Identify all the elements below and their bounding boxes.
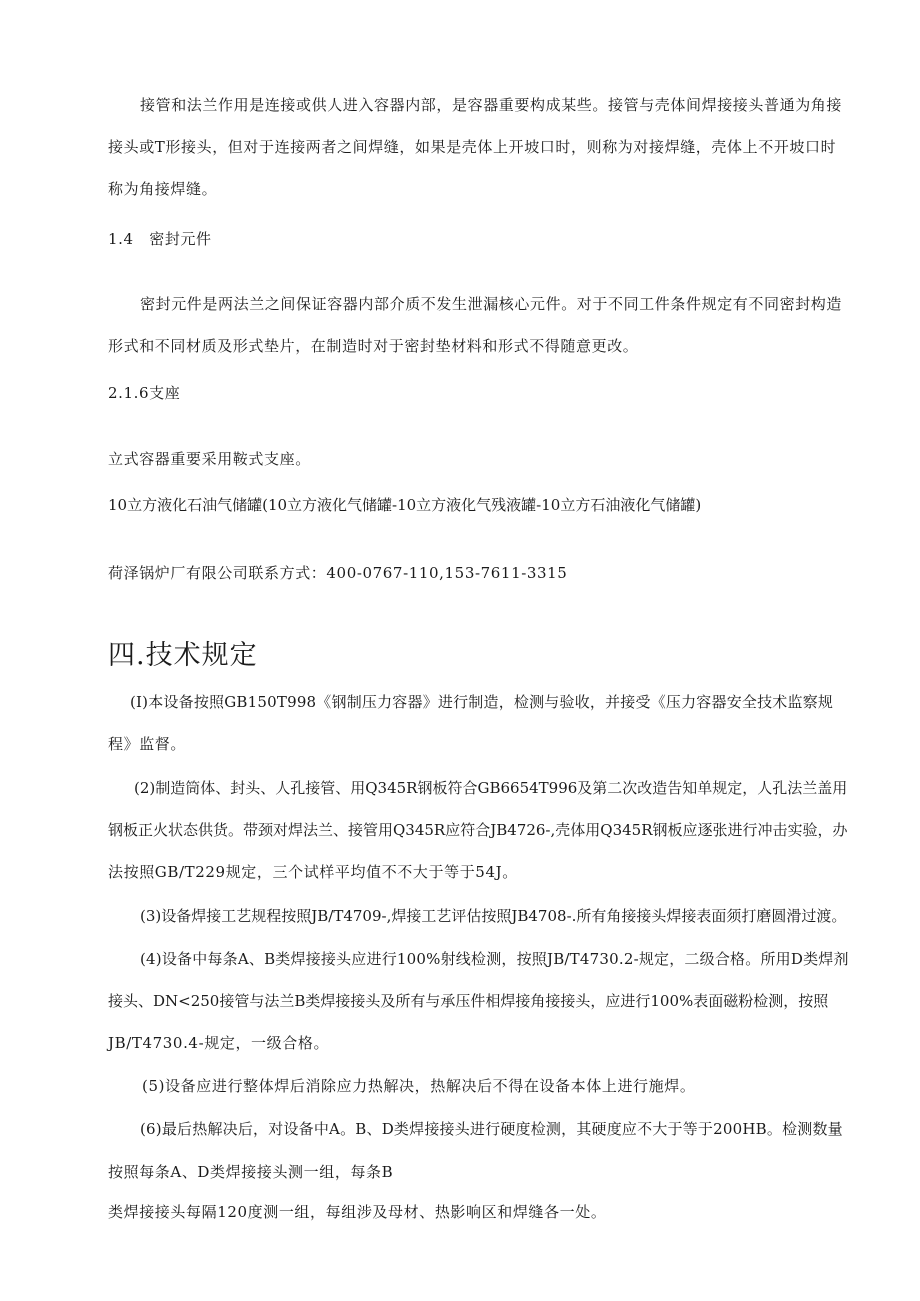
text-line: (2)制造筒体、封头、人孔接管、用Q345R钢板符合GB6654T996及第二次改造告知单规定，人孔法兰盖用 bbox=[134, 779, 848, 797]
section-heading-1-4: 1.4 密封元件 bbox=[108, 230, 212, 248]
text-line: 形式和不同材质及形式垫片，在制造时对于密封垫材料和形式不得随意更改。 bbox=[108, 337, 639, 355]
text-line: (3)设备焊接工艺规程按照JB/T4709-,焊接工艺评估按照JB4708-.所有角接接头焊接表面须打磨圆滑过渡。 bbox=[140, 907, 847, 925]
text-line: 接头或T形接头，但对于连接两者之间焊缝，如果是壳体上开坡口时，则称为对接焊缝，壳体上不开坡口时 bbox=[108, 138, 837, 156]
text-line: 接管和法兰作用是连接或供人进入容器内部，是容器重要构成某些。接管与壳体间焊接接头普通为角接 bbox=[140, 96, 843, 114]
chapter-heading: 四.技术规定 bbox=[108, 640, 258, 671]
text-line: (4)设备中每条A、B类焊接接头应进行100%射线检测，按照JB/T4730.2-规定，二级合格。所用D类焊剂 bbox=[140, 950, 849, 968]
text-line: 法按照GB/T229规定，三个试样平均值不不大于等于54J。 bbox=[108, 863, 518, 881]
text-line: 按照每条A、D类焊接接头测一组，每条B bbox=[108, 1163, 394, 1181]
product-line: 10立方液化石油气储罐(10立方液化气储罐-10立方液化气残液罐-10立方石油液化气储罐) bbox=[108, 496, 702, 514]
text-line: 接头、DN<250接管与法兰B类焊接接头及所有与承压件相焊接角接接头，应进行100%表面磁粉检测，按照 bbox=[108, 992, 829, 1010]
section-heading-2-1-6: 2.1.6支座 bbox=[108, 384, 181, 402]
text-line: 类焊接接头每隔120度测一组，每组涉及母材、热影响区和焊缝各一处。 bbox=[108, 1203, 607, 1221]
text-line: 程》监督。 bbox=[108, 735, 187, 753]
text-line: 称为角接焊缝。 bbox=[108, 180, 218, 198]
support-text: 立式容器重要采用鞍式支座。 bbox=[108, 450, 311, 468]
text-line: 钢板正火状态供货。带颈对焊法兰、接管用Q345R应符合JB4726-,壳体用Q345R钢板应逐张进行冲击实验，办 bbox=[108, 821, 848, 839]
text-line: 密封元件是两法兰之间保证容器内部介质不发生泄漏核心元件。对于不同工件条件规定有不同密封构造 bbox=[140, 295, 843, 313]
text-line: (5)设备应进行整体焊后消除应力热解决，热解决后不得在设备本体上进行施焊。 bbox=[142, 1077, 696, 1095]
text-line: JB/T4730.4-规定，一级合格。 bbox=[108, 1034, 330, 1052]
text-line: (6)最后热解决后，对设备中A。B、D类焊接接头进行硬度检测，其硬度应不大于等于200HB。检测数量 bbox=[140, 1120, 843, 1138]
contact-line: 荷泽锅炉厂有限公司联系方式：400-0767-110,153-7611-3315 bbox=[108, 564, 568, 582]
text-line: (I)本设备按照GB150T998《钢制压力容器》进行制造，检测与验收，并接受《压力容器安全技术监察规 bbox=[130, 693, 834, 711]
